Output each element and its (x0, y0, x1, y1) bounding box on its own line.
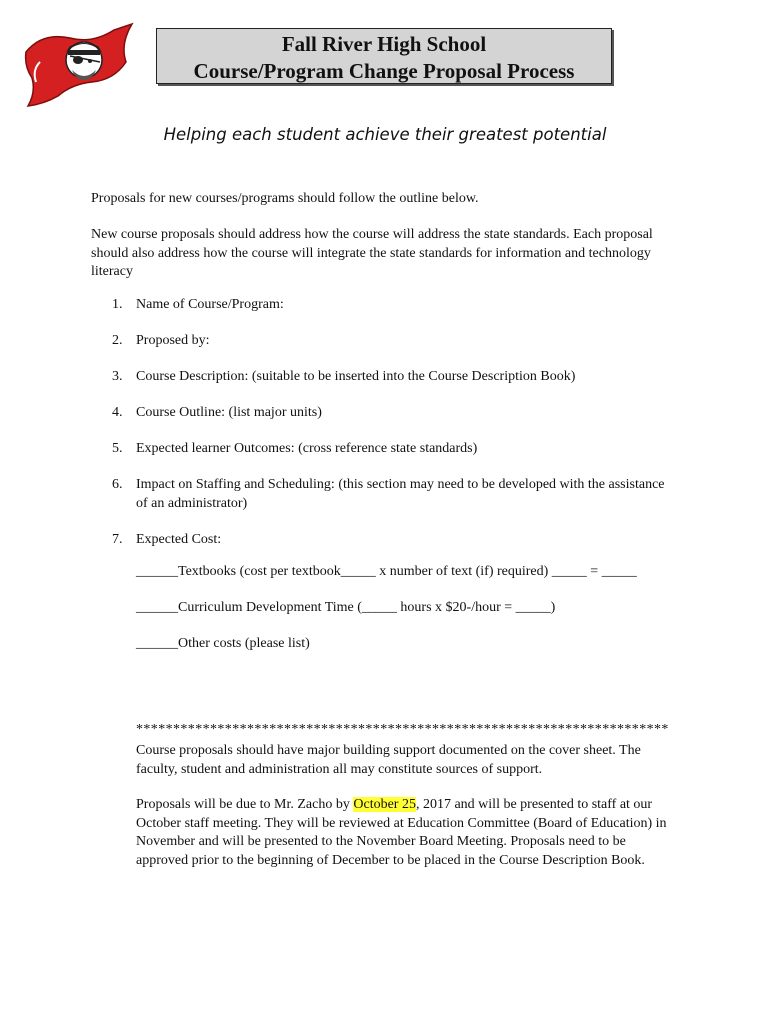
item-text: Name of Course/Program: (136, 297, 284, 312)
school-name: Fall River High School (281, 32, 487, 56)
item-number: 7. (112, 531, 123, 547)
cost-curriculum: ______Curriculum Development Time (_____ hours x $20-/hour = _____) (136, 600, 556, 615)
due-date-paragraph (136, 796, 681, 870)
item-number: 4. (112, 405, 123, 420)
item-number: 3. (112, 369, 123, 384)
item-text: Proposed by: (136, 333, 210, 348)
list-item (112, 404, 672, 423)
item-text: Impact on Staffing and Scheduling: (this section may need to be developed with the assistance of an administrator) (136, 477, 665, 511)
cost-textbooks: ______Textbooks (cost per textbook_____ x number of text (if) required) _____ = _____ (136, 564, 637, 579)
item-number: 2. (112, 333, 123, 348)
item-text: Course Description: (suitable to be inserted into the Course Description Book) (136, 369, 576, 384)
pirate-flag-logo-icon (22, 22, 134, 108)
item-number: 6. (112, 477, 123, 492)
list-item (112, 440, 672, 459)
item-text: Expected learner Outcomes: (cross reference state standards) (136, 441, 478, 456)
intro-paragraph: Proposals for new courses/programs should follow the outline below. (91, 191, 479, 206)
list-item (112, 296, 672, 315)
due-date-highlight: October 25 (353, 797, 416, 812)
due-text-after: , 2017 and will be presented to staff at our October staff meeting. They will be reviewed at Education Committee (Board of Education) in November and will be presented to the November Board Meeting. Proposals need to be approved prior to the beginning of December to be placed in the Course Description Book. (136, 797, 667, 868)
tagline: Helping each student achieve their greatest potential (163, 125, 607, 144)
item-text: Course Outline: (list major units) (136, 405, 322, 420)
list-item (112, 476, 672, 513)
list-item (112, 368, 672, 387)
separator-line: ************************************************************************ (136, 722, 669, 737)
due-text-before: Proposals will be due to Mr. Zacho by (136, 797, 354, 812)
cost-other: ______Other costs (please list) (136, 636, 310, 651)
item-number: 1. (112, 297, 123, 312)
list-item (112, 531, 672, 550)
proposal-outline-list (112, 296, 672, 567)
form-title: Course/Program Change Proposal Process (193, 59, 575, 83)
standards-paragraph: New course proposals should address how the course will address the state standards. Each proposal should also address how the course will integrate the state standards for information and technology literacy (91, 227, 653, 279)
support-paragraph: Course proposals should have major building support documented on the cover sheet. The faculty, student and administration all may constitute sources of support. (136, 743, 641, 777)
title-box (156, 28, 612, 84)
list-item (112, 332, 672, 351)
item-text: Expected Cost: (136, 531, 222, 547)
item-number: 5. (112, 441, 123, 456)
